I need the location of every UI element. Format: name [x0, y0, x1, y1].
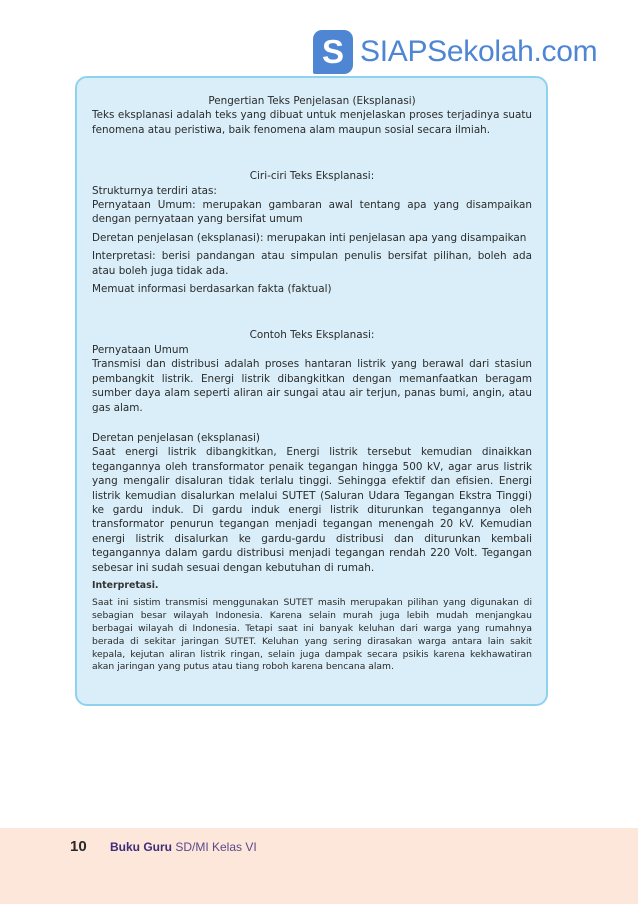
ciri-item: Deretan penjelasan (eksplanasi): merupakan inti penjelasan apa yang disampaikan — [92, 231, 527, 244]
ciri-intro: Strukturnya terdiri atas: — [92, 184, 217, 197]
pengertian-body: Teks eksplanasi adalah teks yang dibuat untuk menjelaskan proses terjadinya suatu fenomena atau peristiwa, baik fenomena alam maupun sosial secara ilmiah. — [92, 109, 532, 136]
ciri-item: Interpretasi: berisi pandangan atau simpulan penulis bersifat pilihan, boleh ada atau boleh juga tidak ada. — [92, 250, 532, 277]
contoh-body-pernyataan: Transmisi dan distribusi adalah proses hantaran listrik yang berawal dari stasiun pembangkit listrik. Energi listrik dibangkitkan dengan memanfaatkan beragam sumber daya alam seperti aliran air sungai atau air terjun, panas bumi, angin, atau gas alam. — [92, 358, 532, 414]
section-title-pengertian: Pengertian Teks Penjelasan (Eksplanasi) — [208, 95, 416, 107]
book-title-rest: SD/MI Kelas VI — [172, 840, 257, 854]
book-title-bold: Buku Guru — [110, 840, 172, 854]
ciri-item: Pernyataan Umum: merupakan gambaran awal tentang apa yang disampaikan dengan pernyataan yang bersifat umum — [92, 199, 532, 226]
watermark-badge-icon: S — [313, 30, 353, 74]
watermark-text: SIAPSekolah.com — [360, 35, 598, 68]
contoh-label-deretan: Deretan penjelasan (eksplanasi) — [92, 431, 260, 444]
book-title — [110, 840, 257, 854]
contoh-label-pernyataan: Pernyataan Umum — [92, 343, 189, 356]
footer-band — [0, 828, 638, 904]
content-text — [92, 94, 532, 674]
contoh-body-interpretasi: Saat ini sistim transmisi menggunakan SUTET masih merupakan pilihan yang digunakan di sebagian besar wilayah Indonesia. Karena selain murah juga lebih mudah menjangkau berbagai wilayah di Indonesia. Tetapi saat ini banyak keluhan dari warga yang rumahnya berada di sekitar jaringan SUTET. Keluhan yang sering dirasakan warga antara lain sakit kepala, kejutan aliran listrik ringan, selain juga dampak secara psikis karena kekhawatiran akan jaringan yang putus atau tiang roboh karena bencana alam. — [92, 597, 532, 673]
section-title-ciri: Ciri-ciri Teks Eksplanasi: — [249, 170, 375, 183]
section-title-contoh: Contoh Teks Eksplanasi: — [249, 329, 375, 342]
contoh-label-interpretasi: Interpretasi. — [92, 579, 159, 591]
page-number: 10 — [70, 838, 87, 855]
contoh-body-deretan: Saat energi listrik dibangkitkan, Energi listrik tersebut kemudian dinaikkan tegangannya oleh transformator penaik tegangan hingga 500 kV, agar arus listrik yang mengalir disaluran tidak terlalu tinggi. Sehingga efektif dan efisien. Energi listrik kemudian disalurkan melalui SUTET (Saluran Udara Tegangan Ekstra Tinggi) ke gardu induk. Di gardu induk energi listrik diturunkan tegangannya oleh transformator penurun tegangan menjadi tegangan menengah 20 kV. Kemudian energi listrik disalurkan ke gardu-gardu distribusi dan diturunkan kembali tegangannya dalam gardu distribusi menjadi tegangan rendah 220 Volt. Tegangan sebesar ini sudah sesuai dengan kebutuhan di rumah. — [92, 446, 532, 574]
ciri-item: Memuat informasi berdasarkan fakta (faktual) — [92, 283, 332, 296]
watermark-logo — [313, 28, 597, 76]
